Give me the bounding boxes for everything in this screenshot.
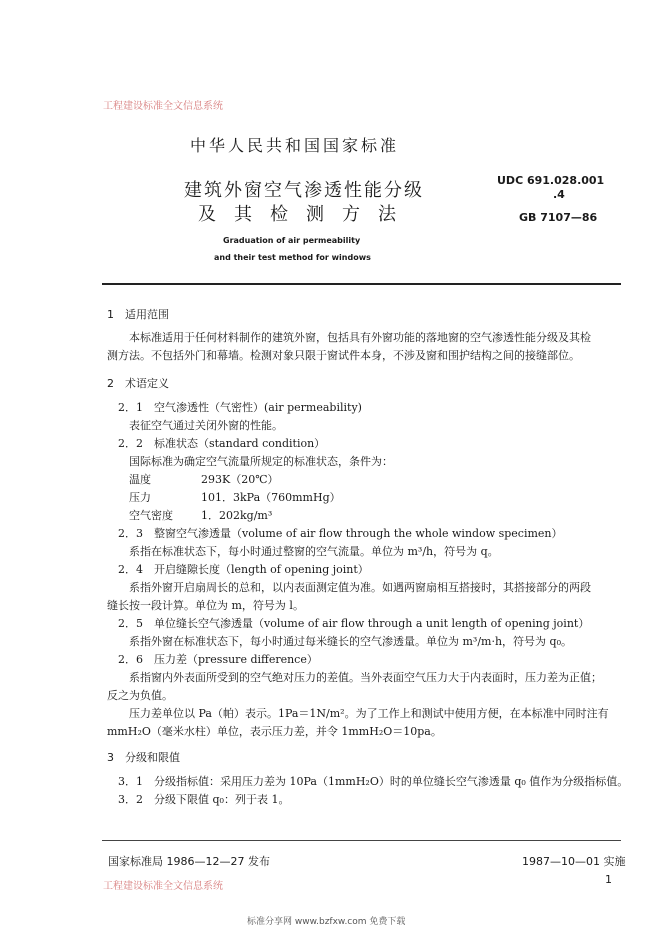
watermark-top: 工程建设标准全文信息系统 — [103, 101, 223, 112]
site-watermark: 标准分享网 www.bzfxw.com 免费下载 — [247, 917, 406, 927]
gb-code: GB 7107—86 — [519, 211, 598, 224]
clause-3-1: 3．1 分级指标值：采用压力差为 10Pa（1mmH₂O）时的单位缝长空气渗透量 q₀ 值作为分级指标值。 — [118, 775, 629, 788]
term-2-1: 2．1 空气渗透性（气密性）(air permeability) — [118, 401, 362, 414]
document-title-line2: 及其检测方法 — [198, 204, 414, 225]
condition-temperature-value: 293K（20℃） — [201, 473, 279, 486]
watermark-bottom: 工程建设标准全文信息系统 — [103, 881, 223, 892]
english-title-line2: and their test method for windows — [214, 253, 371, 262]
section-3-heading: 3 分级和限值 — [107, 751, 180, 764]
condition-pressure-value: 101．3kPa（760mmHg） — [201, 491, 341, 504]
term-2-5-desc: 系指外窗在标准状态下，每小时通过每米缝长的空气渗透量。单位为 m³/m·h，符号为 q₀。 — [129, 635, 572, 648]
term-2-6-desc-line4: mmH₂O（毫米水柱）单位，表示压力差，并令 1mmH₂O＝10pa。 — [107, 725, 442, 738]
term-2-4: 2．4 开启缝隙长度（length of opening joint） — [118, 563, 369, 576]
term-2-2: 2．2 标准状态（standard condition） — [118, 437, 326, 450]
section-2-heading: 2 术语定义 — [107, 377, 169, 390]
section-1-paragraph-line1: 本标准适用于任何材料制作的建筑外窗，包括具有外窗功能的落地窗的空气渗透性能分级及其检 — [129, 331, 591, 344]
term-2-6-desc-line2: 反之为负值。 — [107, 689, 173, 702]
term-2-6: 2．6 压力差（pressure difference） — [118, 653, 318, 666]
english-title-line1: Graduation of air permeability — [223, 236, 361, 245]
document-title-line1: 建筑外窗空气渗透性能分级 — [184, 180, 424, 201]
term-2-4-desc-line2: 缝长按一段计算。单位为 m，符号为 l。 — [107, 599, 304, 612]
term-2-6-desc-line1: 系指窗内外表面所受到的空气绝对压力的差值。当外表面空气压力大于内表面时，压力差为正值； — [129, 671, 602, 684]
condition-density-value: 1．202kg/m³ — [201, 509, 273, 522]
page-number: 1 — [605, 873, 612, 886]
effective-date: 1987—10—01 实施 — [522, 855, 626, 868]
issued-date: 国家标准局 1986—12—27 发布 — [108, 855, 270, 868]
term-2-6-desc-line3: 压力差单位以 Pa（帕）表示。1Pa＝1N/m²。为了工作上和测试中使用方便，在本标准中同时注有 — [129, 707, 609, 720]
term-2-5: 2．5 单位缝长空气渗透量（volume of air flow through a unit length of opening joint） — [118, 617, 590, 630]
term-2-3-desc: 系指在标准状态下，每小时通过整窗的空气流量。单位为 m³/h，符号为 q。 — [129, 545, 499, 558]
section-1-paragraph-line2: 测方法。不包括外门和幕墙。检测对象只限于窗试件本身，不涉及窗和围护结构之间的接缝部位。 — [107, 349, 580, 362]
clause-3-2: 3．2 分级下限值 q₀：列于表 1。 — [118, 793, 290, 806]
condition-pressure-label: 压力 — [129, 491, 151, 504]
term-2-3: 2．3 整窗空气渗透量（volume of air flow through the whole window specimen） — [118, 527, 563, 540]
term-2-2-desc: 国际标准为确定空气流量所规定的标准状态，条件为： — [129, 455, 393, 468]
condition-density-label: 空气密度 — [129, 509, 173, 522]
udc-code-suffix: .4 — [553, 188, 565, 201]
udc-code: UDC 691.028.001 — [497, 174, 605, 187]
term-2-4-desc-line1: 系指外窗开启扇周长的总和，以内表面测定值为准。如遇两窗扇相互搭接时，其搭接部分的两段 — [129, 581, 591, 594]
condition-temperature-label: 温度 — [129, 473, 151, 486]
footer-divider — [102, 840, 621, 841]
term-2-1-desc: 表征空气通过关闭外窗的性能。 — [129, 419, 283, 432]
national-standard-heading: 中华人民共和国国家标准 — [190, 136, 400, 155]
section-1-heading: 1 适用范围 — [107, 308, 169, 321]
header-divider — [102, 283, 621, 285]
